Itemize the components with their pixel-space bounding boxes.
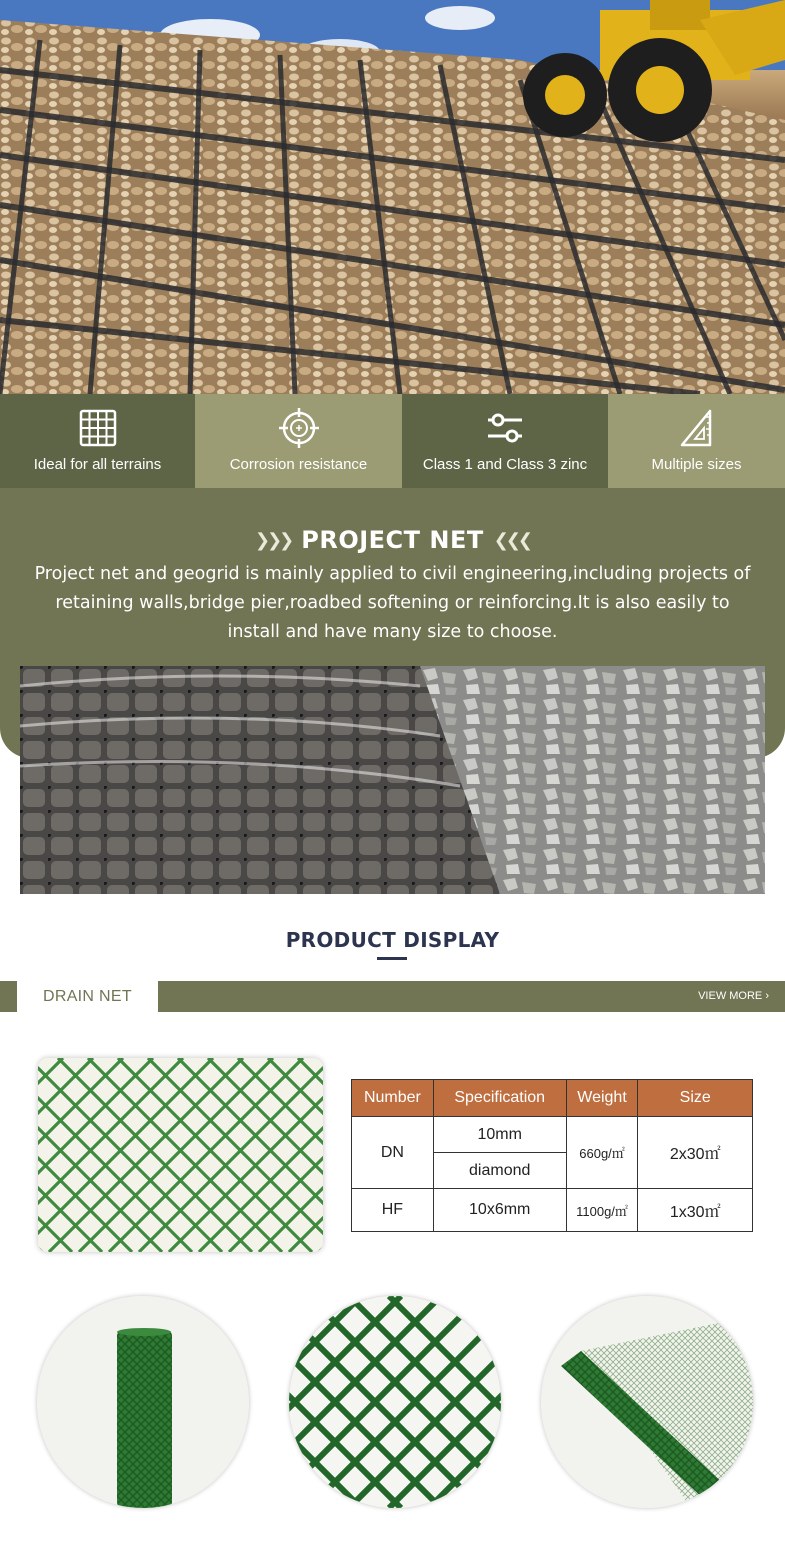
table-row: [352, 1117, 753, 1153]
chevron-right-icon: ›: [765, 990, 769, 1002]
grid-icon: [78, 408, 118, 448]
feature-corrosion: [195, 394, 402, 488]
project-description: Project net and geogrid is mainly applied to civil engineering,including projects of retaining walls,bridge pier,roadbed softening or reinforcing.It is also easily to install and have many size to choose.: [34, 564, 751, 642]
feature-label: Corrosion resistance: [229, 456, 368, 473]
view-more-link[interactable]: [698, 981, 769, 1012]
header-number: Number: [352, 1080, 434, 1117]
green-mesh-closeup-illustration: [289, 1296, 501, 1508]
feature-strip: [0, 394, 785, 488]
category-tab-drain-net[interactable]: DRAIN NET: [17, 981, 158, 1012]
unrolled-net-image: [541, 1296, 753, 1508]
title-underline: [377, 957, 407, 960]
ruler-triangle-icon: [677, 408, 717, 448]
geogrid-gravel-illustration: [20, 666, 765, 894]
rolled-green-net-illustration: [37, 1296, 249, 1508]
spec-table: [351, 1079, 753, 1232]
cell-weight: 1100g/㎡: [566, 1189, 638, 1232]
cell-spec: 10mm: [433, 1117, 566, 1153]
view-more-label: VIEW MORE: [698, 990, 763, 1002]
chevrons-right-icon: ❯❯❯: [255, 530, 292, 551]
spec-table-header: [352, 1080, 753, 1117]
feature-terrains: [0, 394, 195, 488]
feature-sizes: [608, 394, 785, 488]
geogrid-gravel-photo: [20, 666, 765, 894]
feature-label: Class 1 and Class 3 zinc: [422, 456, 588, 473]
project-title-text: PROJECT NET: [301, 526, 484, 554]
target-icon: [279, 408, 319, 448]
product-display-title: PRODUCT DISPLAY: [285, 928, 500, 952]
sliders-icon: [485, 408, 525, 448]
cell-size: 2x30㎡: [638, 1117, 753, 1189]
hero-photo: [0, 0, 785, 394]
unrolled-green-net-illustration: [541, 1296, 753, 1508]
rolled-net-image: [37, 1296, 249, 1508]
cell-number: DN: [352, 1117, 434, 1189]
green-diamond-mesh: [38, 1058, 323, 1252]
project-title: [0, 526, 785, 554]
cell-spec: 10x6mm: [433, 1189, 566, 1232]
cell-number: HF: [352, 1189, 434, 1232]
mesh-closeup-image: [289, 1296, 501, 1508]
feature-zinc: [402, 394, 608, 488]
header-size: Size: [638, 1080, 753, 1117]
hero-geogrid-illustration: [0, 0, 785, 394]
cell-spec: diamond: [433, 1153, 566, 1189]
table-row: [352, 1189, 753, 1232]
cell-size: 1x30㎡: [638, 1189, 753, 1232]
feature-label: Ideal for all terrains: [33, 456, 162, 473]
chevrons-left-icon: ❮❮❮: [493, 530, 530, 551]
feature-label: Multiple sizes: [651, 456, 742, 473]
header-weight: Weight: [566, 1080, 638, 1117]
drain-net-sample-image: [38, 1058, 323, 1252]
cell-weight: 660g/㎡: [566, 1117, 638, 1189]
header-specification: Specification: [433, 1080, 566, 1117]
